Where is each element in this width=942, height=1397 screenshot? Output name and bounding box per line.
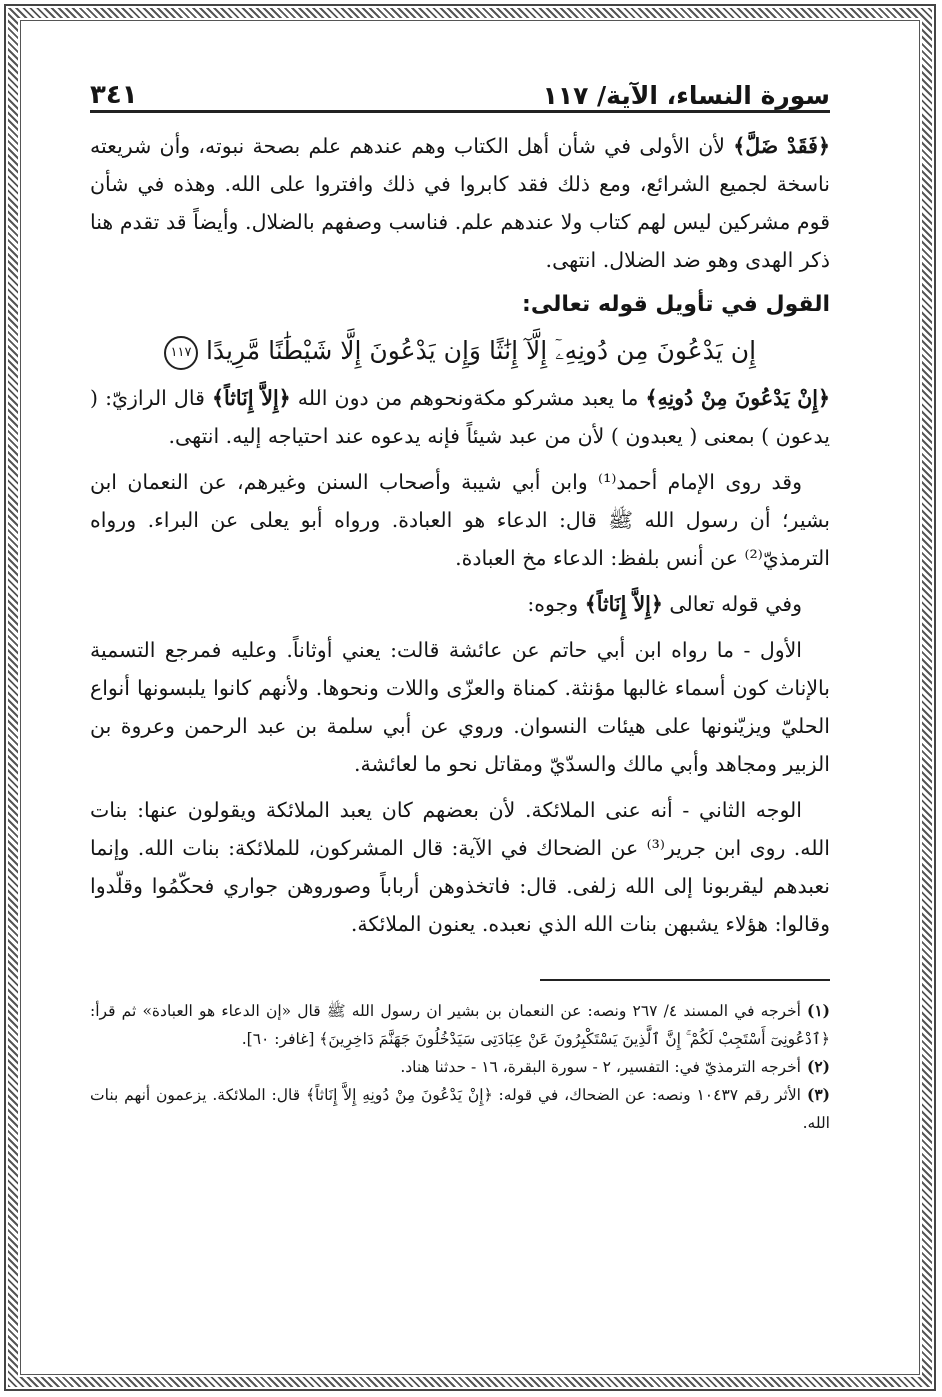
paragraph-6: الوجه الثاني - أنه عنى الملائكة. لأن بعضهم كان يعبد الملائكة ويقولون عنها: بنات الله. روى ابن جرير⁽³⁾ عن الضحاك في الآية: قال المشركون، للملائكة: بنات الله. وإنما نعبدهم ليقربونا إلى الله زلفى. قال: فاتخذوهن أرباباً وصوروهن جواري فحكّمُوا وقلّدوا وقالوا: هؤلاء يشبهن بنات الله الذي نعبده. يعنون الملائكة. <box>90 798 831 936</box>
ayah-number-badge: ١١٧ <box>164 336 198 370</box>
running-title: سورة النساء، الآية/ ١١٧ <box>542 81 830 110</box>
section-heading: القول في تأويل قوله تعالى: <box>522 292 830 317</box>
footnote-number: (١) <box>806 1001 830 1020</box>
footnote-separator <box>540 979 830 981</box>
footnote-3 <box>90 1081 830 1137</box>
paragraph-2 <box>90 379 830 455</box>
ayah-line <box>90 327 830 375</box>
book-page <box>90 70 830 1137</box>
footnote-text: أخرجه الترمذيّ في: التفسير، ٢ - سورة البقرة، ١٦ - حدثنا هناد. <box>400 1058 801 1076</box>
paragraph-text: لأن الأولى في شأن أهل الكتاب وهم عندهم علم بصحة نبوته، وأن شريعته ناسخة لجميع الشرائع، ومع ذلك فقد كابروا في ذلك وافتروا على الله. وهذه في شأن قوم مشركين ليس لهم كتاب ولا عندهم علم. فناسب وصفهم بالضلال. وأيضاً قد تقدم هنا ذكر الهدى وهو ضد الضلال. انتهى. <box>90 134 830 272</box>
quran-quote: ﴿إِنْ يَدْعُونَ مِنْ دُونِهِ﴾ <box>645 386 830 410</box>
page-header <box>90 70 830 113</box>
paragraph-4 <box>90 585 830 623</box>
footnote-number: (٢) <box>806 1057 830 1076</box>
paragraph-text: وفي قوله تعالى <box>662 592 802 616</box>
paragraph-text: ما يعبد مشركو مكةونحوهم من دون الله <box>290 386 646 410</box>
page-number: ٣٤١ <box>90 80 138 110</box>
ayah-text: إِن يَدْعُونَ مِن دُونِهِۦٓ إِلَّآ إِنَٰثًا وَإِن يَدْعُونَ إِلَّا شَيْطَٰنًا مَّرِيدًا <box>205 336 757 365</box>
footnote-2 <box>90 1053 830 1081</box>
paragraph-text: قال الرازيّ: ( يدعون ) بمعنى ( يعبدون ) لأن من عبد شيئاً فإنه يدعوه عند احتياجه إليه. انتهى. <box>90 386 830 448</box>
quran-quote: ﴿إِلاَّ إِنَاثاً﴾ <box>584 592 663 616</box>
paragraph-text: وجوه: <box>527 592 585 616</box>
footnote-number: (٣) <box>807 1085 831 1104</box>
footnote-1 <box>90 997 830 1053</box>
footnote-text: الأثر رقم ١٠٤٣٧ ونصه: عن الضحاك، في قوله: ﴿إِنْ يَدْعُونَ مِنْ دُونِهِ إِلاَّ إِنَاثاً﴾ قال: الملائكة. يزعمون أنهم بنات الله. <box>90 1086 830 1132</box>
footnote-text: أخرجه في المسند ٤/ ٢٦٧ ونصه: عن النعمان بن بشير ان رسول الله ﷺ قال «إن الدعاء هو العبادة» ثم قرأ: ﴿ٱدْعُونِىٓ أَسْتَجِبْ لَكُمْ ۚ إِنَّ ٱلَّذِينَ يَسْتَكْبِرُونَ عَنْ عِبَادَتِى سَيَدْخُلُونَ جَهَنَّمَ دَاخِرِينَ﴾ [غافر: ٦٠]. <box>90 1002 830 1048</box>
paragraph-5: الأول - ما رواه ابن أبي حاتم عن عائشة قالت: يعني أوثاناً. وعليه فمرجع التسمية بالإناث كون أسماء غالبها مؤنثة. كمناة والعزّى واللات ونحوها. ولأنهم كانوا يلبسونها أنواع الحليّ ويزيّنونها على هيئات النسوان. وروي عن أبي سلمة بن عبد الرحمن وعروة بن الزبير ومجاهد وأبي مالك والسدّيّ ومقاتل نحو ما لعائشة. <box>90 638 830 776</box>
footnotes <box>90 997 830 1137</box>
paragraph-3: وقد روى الإمام أحمد⁽¹⁾ وابن أبي شيبة وأصحاب السنن وغيرهم، عن النعمان ابن بشير؛ أن رسول الله ﷺ قال: الدعاء هو العبادة. ورواه أبو يعلى عن البراء. ورواه الترمذيّ⁽²⁾ عن أنس بلفظ: الدعاء مخ العبادة. <box>90 470 830 570</box>
quran-quote: ﴿فَقَدْ ضَلَّ﴾ <box>733 134 830 158</box>
paragraph-1 <box>90 127 830 279</box>
quran-quote: ﴿إِلاَّ إِنَاثاً﴾ <box>211 386 291 410</box>
